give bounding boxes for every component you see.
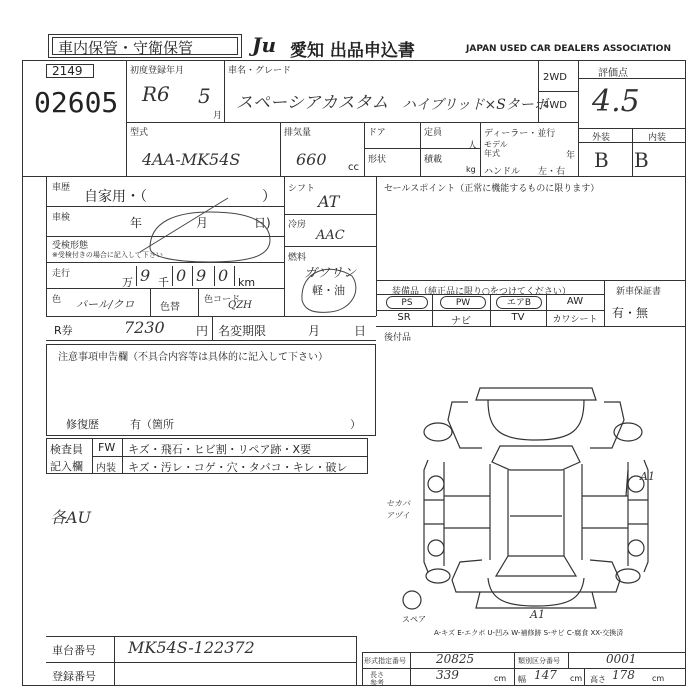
inspector-fw: FW (98, 441, 116, 454)
divider (584, 668, 585, 686)
damage-mark-right: A1 (640, 470, 655, 483)
left-note-2: アヅイ (386, 511, 410, 520)
category-label: 類別区分番号 (518, 657, 560, 665)
score-value: 4.5 (592, 84, 640, 119)
ju-logo: Ju (252, 33, 277, 57)
length-value: 339 (436, 668, 459, 682)
equip-aw: AW (566, 296, 584, 307)
inspector-interior-text: キズ・汚レ・コゲ・穴・タバコ・キレ・破レ (128, 461, 348, 474)
form-label: 受検形態 (52, 241, 89, 251)
warranty-label: 新車保証書 (616, 287, 662, 297)
equip-sr: SR (397, 312, 411, 323)
notes-label: 注意事項申告欄（不具合内容等は具体的に記入して下さい） (58, 352, 328, 363)
type-label: 型式 (130, 128, 149, 138)
divider (114, 636, 115, 686)
width-label: 幅 (518, 675, 526, 684)
diesel-label: 軽・油 (312, 284, 345, 297)
divider (46, 636, 356, 637)
length-unit: cm (494, 674, 507, 683)
form-title: 愛知 出品申込書 (290, 41, 415, 61)
divider (356, 636, 357, 686)
expiry-day: 日 (354, 324, 367, 338)
registration-label: 初度登録年月 (130, 66, 185, 76)
equipment-label: 装備品（純正品に限り○をつけてください） (392, 287, 571, 297)
interior-label: 内装 (648, 133, 667, 143)
repair-value: 有（箇所 (130, 418, 174, 431)
repair-label: 修復歴 (66, 418, 99, 431)
history-close: ） (262, 189, 276, 205)
designation-label: 形式指定番号 (364, 657, 406, 665)
inspection-year: 年 (130, 216, 143, 230)
cooling-label: 冷房 (288, 220, 307, 230)
dealer-label: ディーラー・並行 (484, 129, 556, 139)
expiry-label: 名変期限 (218, 324, 267, 338)
form-sub: ※受検付きの場合に記入して下さい (52, 251, 163, 259)
recycle-unit: 円 (196, 324, 209, 338)
damage-mark-bottom: A1 (530, 608, 545, 621)
doors-label: ドア (368, 128, 386, 138)
handle-label: ハンドル (484, 167, 521, 177)
mileage-sen: 千 (158, 276, 169, 289)
registration-month: 5 (198, 84, 211, 108)
color-value: パール/クロ (76, 298, 135, 311)
exterior-label: 外装 (592, 133, 611, 143)
equip-airbag: エアB (496, 296, 542, 309)
length-label: 長さ (370, 671, 384, 679)
history-label: 車歴 (52, 183, 71, 193)
color-code-value: QZH (228, 300, 252, 311)
sales-points-label: セールスポイント（正常に機能するものに限ります） (384, 184, 600, 194)
shape-label: 形状 (368, 155, 387, 165)
equip-pw: PW (440, 296, 486, 309)
height-unit: cm (652, 674, 665, 683)
color-label: 色 (52, 295, 62, 305)
height-label: 高さ (590, 675, 606, 684)
lot-number: 02605 (34, 86, 119, 119)
handle-options: 左・右 (538, 167, 566, 177)
spare-label: スペア (402, 615, 426, 624)
exterior-score: B (594, 148, 609, 172)
damage-legend: A-キズ E-エクボ U-凹み W-補修跡 S-サビ C-腐食 XX-交換済 (434, 629, 624, 637)
year-unit: 年 (566, 151, 576, 161)
fuel-label: 燃料 (288, 253, 307, 263)
score-label: 評価点 (598, 68, 628, 79)
load-unit: kg (466, 165, 476, 174)
equip-kawa: カワシート (552, 315, 598, 325)
mileage-digit-3: 9 (196, 266, 207, 285)
inspector-fw-text: キズ・飛石・ヒビ割・リペア跡・X要 (128, 443, 312, 456)
model-name: スペーシアカスタム (236, 93, 389, 113)
left-note-1: セカバ (386, 499, 410, 508)
divider (410, 652, 411, 686)
association-name: JAPAN USED CAR DEALERS ASSOCIATION (466, 44, 671, 54)
category-value: 0001 (606, 652, 637, 666)
mileage-digit-4: 0 (218, 266, 229, 285)
drive-2wd: 2WD (543, 72, 567, 83)
mileage-digit-1: 9 (140, 266, 151, 285)
model-label: 車名・グレード (228, 66, 292, 76)
small-lot-number: 2149 (52, 64, 83, 78)
after-market-label: 後付品 (384, 333, 412, 343)
length-ref: 参考 (370, 679, 384, 687)
equip-tv: TV (511, 312, 525, 323)
divider (514, 652, 515, 686)
mileage-man: 万 (122, 276, 133, 289)
cooling-value: AAC (316, 228, 345, 243)
inspection-month: 月 (196, 216, 209, 230)
designation-value: 20825 (436, 652, 475, 666)
load-label: 積載 (424, 155, 443, 165)
cc-unit: cc (348, 162, 359, 173)
inspector-interior: 内装 (96, 463, 116, 474)
repair-close: ） (350, 418, 361, 431)
displacement-label: 排気量 (284, 128, 312, 138)
interior-score: B (634, 148, 649, 172)
month-unit: 月 (213, 111, 223, 121)
grade-name: ハイブリッド×Sターボ (402, 97, 548, 113)
recycle-value: 7230 (124, 318, 165, 337)
shift-value: AT (318, 192, 340, 211)
registration-no-label: 登録番号 (52, 670, 96, 683)
color-change-label: 色替 (160, 302, 180, 313)
inspection-day: 日) (254, 216, 271, 230)
mileage-digit-2: 0 (176, 266, 187, 285)
drive-4wd: 4WD (543, 100, 567, 111)
shift-label: シフト (288, 184, 316, 194)
width-value: 147 (534, 668, 557, 682)
recycle-label: R券 (54, 324, 73, 337)
inspector-label-2: 記入欄 (50, 460, 83, 473)
color-code-label: 色コード (204, 295, 241, 305)
divider (46, 662, 356, 663)
warranty-options: 有・無 (612, 306, 649, 320)
displacement-value: 660 (296, 150, 327, 169)
chassis-value: MK54S-122372 (128, 638, 255, 657)
inspector-label-1: 検査員 (50, 443, 83, 456)
capacity-label: 定員 (424, 128, 443, 138)
type-value: 4AA-MK54S (142, 150, 241, 169)
width-unit: cm (570, 674, 583, 683)
capacity-unit: 人 (468, 141, 478, 151)
expiry-month: 月 (308, 324, 321, 338)
fuel-value: ガソリン (304, 266, 357, 281)
model-year-label: モデル年式 (484, 140, 508, 158)
registration-year: R6 (142, 82, 170, 106)
inspector-handwritten: 各AU (50, 508, 92, 527)
equip-navi: ナビ (451, 316, 471, 327)
inspection-label: 車検 (52, 213, 71, 223)
height-value: 178 (612, 668, 635, 682)
mileage-unit: km (238, 276, 256, 289)
chassis-label: 車台番号 (52, 644, 96, 657)
storage-note: 車内保管・守衛保管 (58, 39, 194, 57)
history-value: 自家用・（ (84, 189, 147, 205)
divider (568, 652, 569, 668)
mileage-label: 走行 (52, 269, 71, 279)
equip-ps: PS (386, 296, 428, 309)
